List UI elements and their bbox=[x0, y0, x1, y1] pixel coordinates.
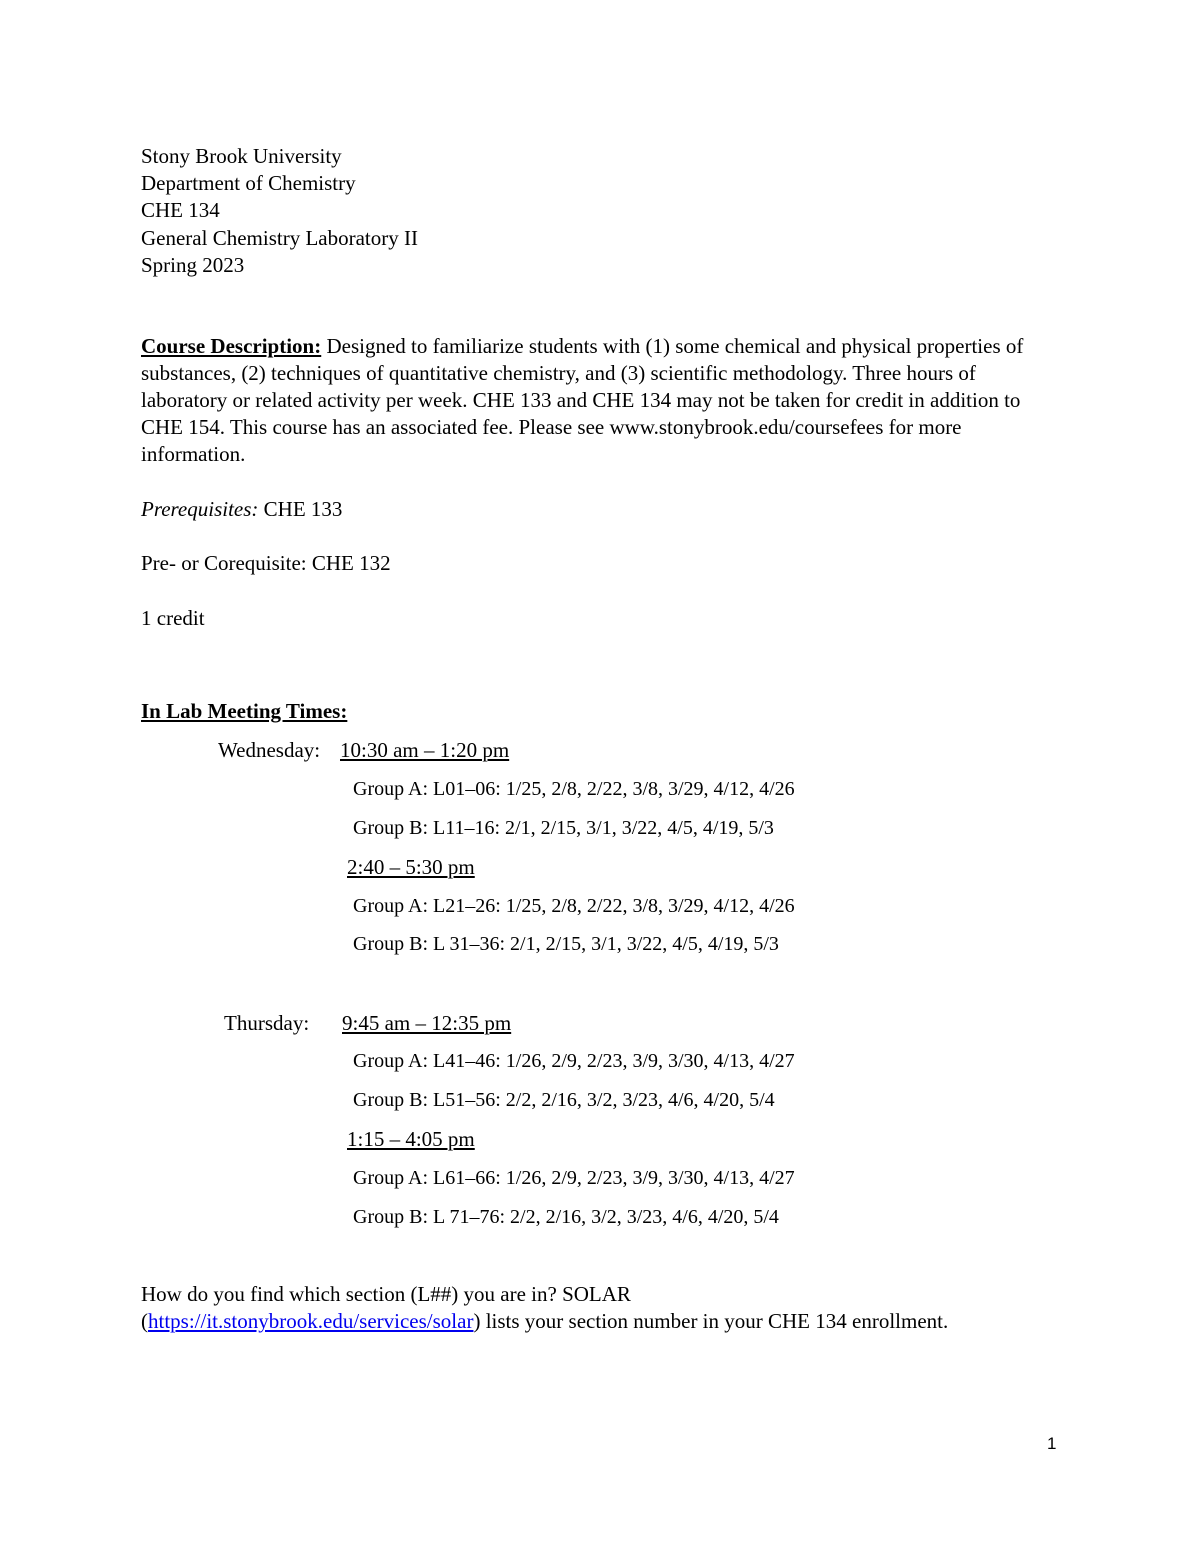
prerequisites bbox=[141, 499, 342, 520]
course-title: General Chemistry Laboratory II bbox=[141, 226, 418, 250]
meeting-times-heading: In Lab Meeting Times: bbox=[141, 699, 348, 723]
thursday-slot2-group-a: Group A: L61–66: 1/26, 2/9, 2/23, 3/9, 3/30, 4/13, 4/27 bbox=[353, 1167, 795, 1189]
thursday-slot1-group-b: Group B: L51–56: 2/2, 2/16, 3/2, 3/23, 4/6, 4/20, 5/4 bbox=[353, 1089, 775, 1111]
thursday-slot2-time: 1:15 – 4:05 pm bbox=[347, 1127, 475, 1151]
credits: 1 credit bbox=[141, 606, 205, 630]
page-number: 1 bbox=[1047, 1434, 1057, 1453]
wednesday-slot2-time: 2:40 – 5:30 pm bbox=[347, 855, 475, 879]
course-description bbox=[141, 333, 1066, 468]
wednesday-slot1-group-b: Group B: L11–16: 2/1, 2/15, 3/1, 3/22, 4/5, 4/19, 5/3 bbox=[353, 817, 774, 839]
corequisite: Pre- or Corequisite: CHE 132 bbox=[141, 551, 391, 575]
department-name: Department of Chemistry bbox=[141, 171, 356, 195]
prerequisites-value: CHE 133 bbox=[258, 497, 343, 521]
university-name: Stony Brook University bbox=[141, 144, 342, 168]
solar-link[interactable]: https://it.stonybrook.edu/services/solar bbox=[148, 1309, 474, 1333]
section-help-question: How do you find which section (L##) you are in? SOLAR bbox=[141, 1282, 631, 1306]
wednesday-label: Wednesday: bbox=[218, 738, 321, 762]
wednesday-slot1-time: 10:30 am – 1:20 pm bbox=[340, 738, 510, 762]
thursday-slot1-time: 9:45 am – 12:35 pm bbox=[342, 1011, 512, 1035]
prerequisites-label: Prerequisites: bbox=[141, 497, 259, 521]
course-code: CHE 134 bbox=[141, 198, 220, 222]
wednesday-slot2-group-b: Group B: L 31–36: 2/1, 2/15, 3/1, 3/22, 4/5, 4/19, 5/3 bbox=[353, 933, 779, 955]
section-help-rest: ) lists your section number in your CHE 134 enrollment. bbox=[473, 1309, 949, 1333]
wednesday-slot2-group-a: Group A: L21–26: 1/25, 2/8, 2/22, 3/8, 3/29, 4/12, 4/26 bbox=[353, 895, 795, 917]
term: Spring 2023 bbox=[141, 253, 245, 277]
thursday-slot2-group-b: Group B: L 71–76: 2/2, 2/16, 3/2, 3/23, 4/6, 4/20, 5/4 bbox=[353, 1206, 779, 1228]
section-help-answer bbox=[141, 1311, 948, 1332]
thursday-slot1-group-a: Group A: L41–46: 1/26, 2/9, 2/23, 3/9, 3/30, 4/13, 4/27 bbox=[353, 1050, 795, 1072]
course-description-label: Course Description: bbox=[141, 334, 322, 358]
section-help-open-paren: ( bbox=[141, 1309, 148, 1333]
thursday-label: Thursday: bbox=[224, 1011, 310, 1035]
wednesday-slot1-group-a: Group A: L01–06: 1/25, 2/8, 2/22, 3/8, 3/29, 4/12, 4/26 bbox=[353, 778, 795, 800]
course-description-text: Designed to familiarize students with (1) some chemical and physical properties of substances, (2) techniques of quantitative chemistry, and (3) scientific methodology. Three hours of laboratory or related activity per week. CHE 133 and CHE 134 may not be taken for credit in addition to CHE 154. This course has an associated fee. Please see www.stonybrook.edu/coursefees for more information. bbox=[141, 334, 1024, 466]
